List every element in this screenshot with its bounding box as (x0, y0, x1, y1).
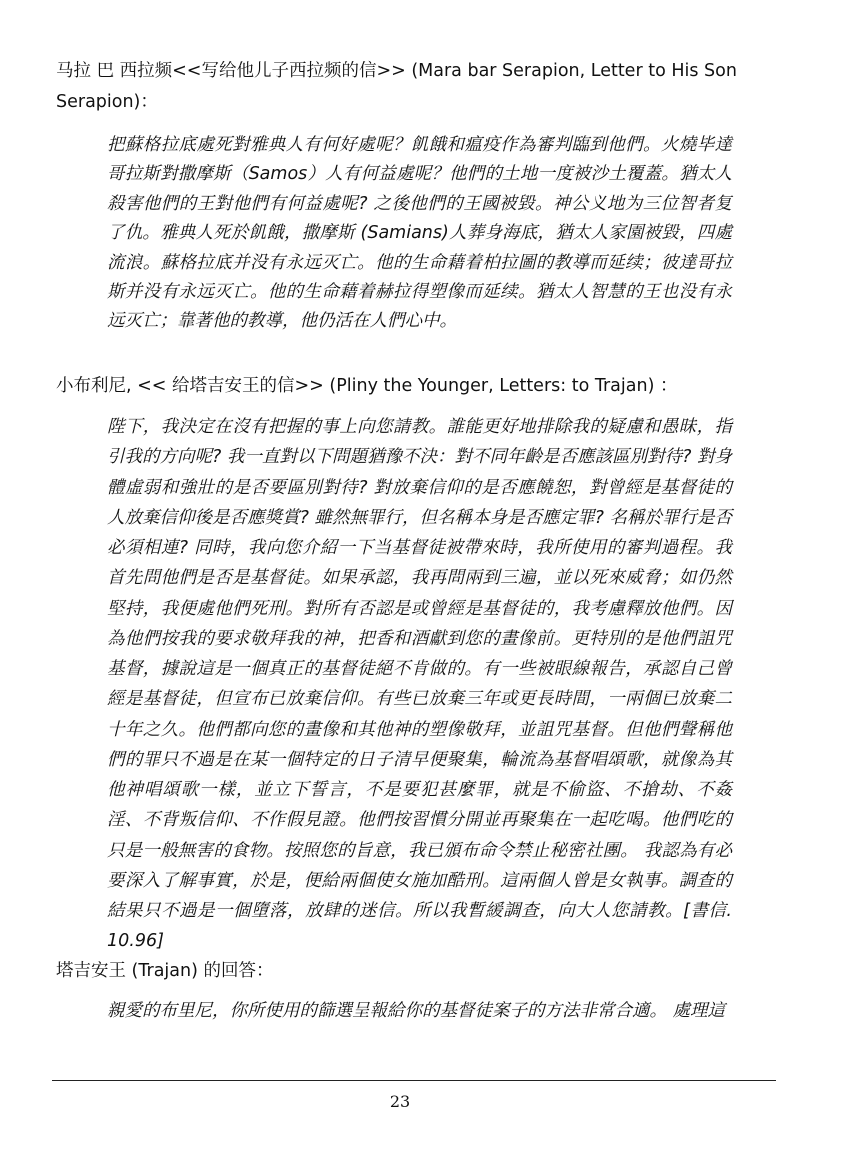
quote-mara-bar-serapion: 把蘇格拉底處死對雅典人有何好處呢？飢餓和瘟疫作為審判臨到他們。火燒毕達哥拉斯對撒摩斯（Samos）人有何益處呢？他們的土地一度被沙土覆蓋。猶太人殺害他們的王對他們有何益處呢? 之後他們的王國被毀。神公义地为三位智者复了仇。雅典人死於飢餓，撒摩斯 (Samians)人葬身海底，猶太人家園被毀，四處流浪。蘇格拉底并没有永远灭亡。他的生命藉着柏拉圖的教導而延续；彼達哥拉斯并没有永远灭亡。他的生命藉着赫拉得塑像而延续。猶太人智慧的王也没有永远灭亡；靠著他的教導，他仍活在人們心中。 (107, 135, 732, 332)
section-heading-pliny: 小布利尼, << 给塔吉安王的信>> (Pliny the Younger, Letters: to Trajan) ： (56, 376, 678, 396)
quote-pliny-letter: 陛下，我決定在沒有把握的事上向您請教。誰能更好地排除我的疑慮和愚昧，指引我的方向呢? 我一直對以下問題猶豫不決：對不同年齡是否應該區別對待? 對身體虛弱和強壯的是否要區別對待? 對放棄信仰的是否應饒恕，對曾經是基督徒的人放棄信仰後是否應獎賞? 雖然無罪行，但名稱本身是否應定罪? 名稱於罪行是否必須相連? 同時，我向您介紹一下当基督徒被帶來時，我所使用的審判過程。我首先問他們是否是基督徒。如果承認，我再問兩到三遍，並以死來威脅；如仍然堅持，我便處他們死刑。對所有否認是或曾經是基督徒的，我考慮釋放他們。因為他們按我的要求敬拜我的神，把香和酒獻到您的畫像前。更特別的是他們詛咒基督，據說這是一個真正的基督徒絕不肯做的。有一些被眼線報告，承認自己曾經是基督徒，但宣布已放棄信仰。有些已放棄三年或更長時間，一兩個已放棄二十年之久。他們都向您的畫像和其他神的塑像敬拜，並詛咒基督。但他們聲稱他們的罪只不過是在某一個特定的日子清早便聚集，輪流為基督唱頌歌，就像為其他神唱頌歌一樣，並立下誓言，不是要犯甚麼罪，就是不偷盜、不搶劫、不姦淫、不背叛信仰、不作假見證。他們按習慣分開並再聚集在一起吃喝。他們吃的只是一般無害的食物。按照您的旨意，我已頒布命令禁止秘密社團。 我認為有必要深入了解事實，於是，便給兩個使女施加酷刑。這兩個人曾是女執事。調查的結果只不過是一個墮落，放肆的迷信。所以我暫緩調查，向大人您請教。[書信. 10.96] (107, 417, 732, 952)
section-heading-mara-bar-serapion: 马拉 巴 西拉频<<写给他儿子西拉频的信>> (Mara bar Serapion, Letter to His Son Serapion)： (56, 61, 737, 112)
quote-trajan-reply: 親愛的布里尼，你所使用的篩選呈報給你的基督徒案子的方法非常合適。 處理這 (107, 1001, 726, 1021)
section-heading-trajan-reply: 塔吉安王 (Trajan) 的回答： (56, 961, 274, 981)
footer-divider (52, 1080, 776, 1081)
page-number: 23 (389, 1092, 411, 1111)
